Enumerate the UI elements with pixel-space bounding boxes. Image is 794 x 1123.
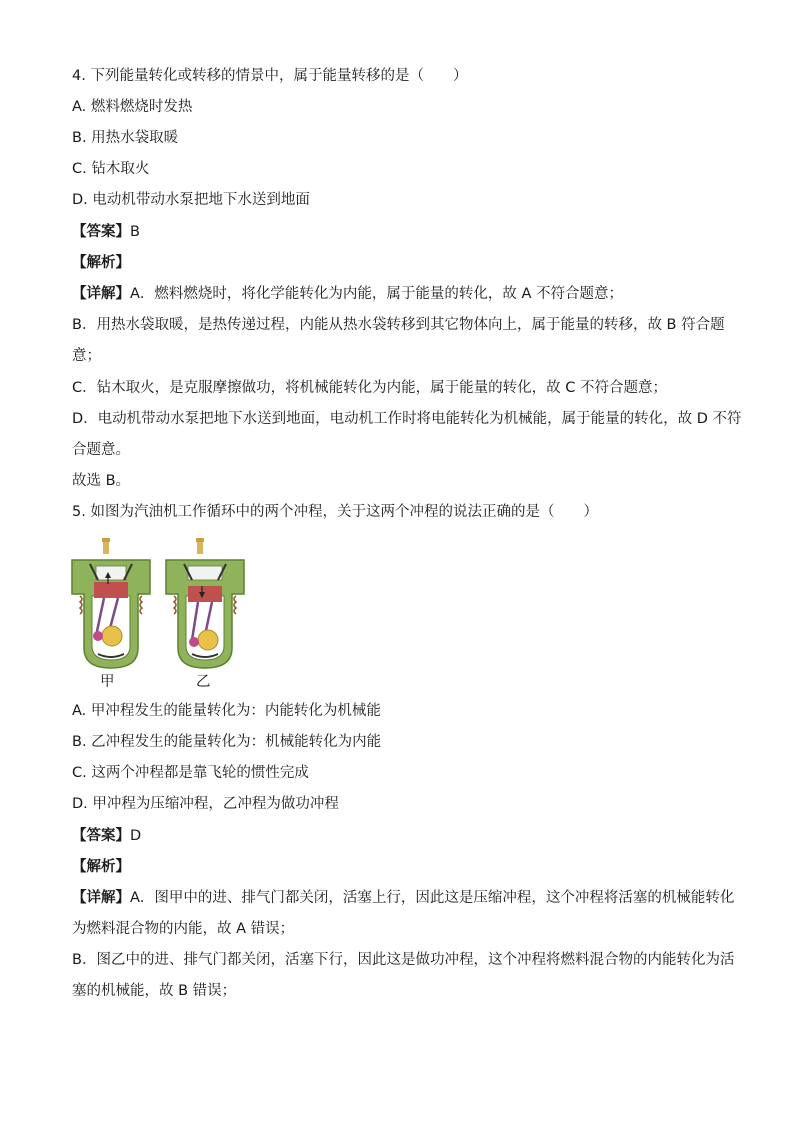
q4-detail-a-text: A．燃料燃烧时，将化学能转化为内能，属于能量的转化，故 A 不符合题意； <box>130 286 624 302</box>
q5-detail-a-2: 为燃料混合物的内能，故 A 错误； <box>72 921 295 937</box>
q5-detail-b-2: 塞的机械能，故 B 错误； <box>72 983 237 999</box>
q5-option-b: B. 乙冲程发生的能量转化为：机械能转化为内能 <box>72 734 382 750</box>
q4-answer-label: 【答案】 <box>72 224 130 240</box>
q5-detail-b-1: B．图乙中的进、排气门都关闭，活塞下行，因此这是做功冲程，这个冲程将燃料混合物的内能转化为活 <box>72 952 735 968</box>
q4-detail-b-1: B．用热水袋取暖，是热传递过程，内能从热水袋转移到其它物体向上，属于能量的转移，故 B 符合题 <box>72 317 725 333</box>
q4-detail-c: C．钻木取火，是克服摩擦做功，将机械能转化为内能，属于能量的转化，故 C 不符合题意； <box>72 380 667 396</box>
q4-option-a: A. 燃料燃烧时发热 <box>72 99 193 115</box>
figure-label-yi: 乙 <box>196 674 211 690</box>
q5-detail-label: 【详解】 <box>72 890 130 906</box>
q4-detail-d-2: 合题意。 <box>72 442 130 458</box>
q5-detail-a-1-text: A．图甲中的进、排气门都关闭，活塞上行，因此这是压缩冲程，这个冲程将活塞的机械能转化 <box>130 890 735 906</box>
q4-option-c: C. 钻木取火 <box>72 161 150 177</box>
q4-option-d: D. 电动机带动水泵把地下水送到地面 <box>72 192 310 208</box>
engine-yi-diagram <box>162 536 248 686</box>
q5-answer <box>72 826 141 846</box>
q4-option-b: B. 用热水袋取暖 <box>72 130 179 146</box>
q4-conclusion: 故选 B。 <box>72 473 131 489</box>
q5-stem: 5. 如图为汽油机工作循环中的两个冲程，关于这两个冲程的说法正确的是（ ） <box>72 504 598 520</box>
q4-stem: 4. 下列能量转化或转移的情景中，属于能量转移的是（ ） <box>72 68 468 84</box>
q5-option-d: D. 甲冲程为压缩冲程，乙冲程为做功冲程 <box>72 796 339 812</box>
q4-detail-label: 【详解】 <box>72 286 130 302</box>
q5-answer-label: 【答案】 <box>72 828 130 844</box>
engine-strokes-figure <box>68 536 248 688</box>
q5-detail-a-1 <box>72 888 734 908</box>
q4-detail-d-1: D．电动机带动水泵把地下水送到地面，电动机工作时将电能转化为机械能，属于能量的转化，故 D 不符 <box>72 411 742 427</box>
q5-option-a: A. 甲冲程发生的能量转化为：内能转化为机械能 <box>72 703 381 719</box>
q4-answer <box>72 222 140 242</box>
q4-detail-a <box>72 284 623 304</box>
q4-answer-value: B <box>130 224 140 240</box>
q5-answer-value: D <box>130 828 142 844</box>
q4-detail-b-2: 意； <box>72 348 101 364</box>
q5-option-c: C. 这两个冲程都是靠飞轮的惯性完成 <box>72 765 309 781</box>
q5-analysis-label: 【解析】 <box>72 859 130 875</box>
engine-jia-diagram <box>68 536 154 686</box>
figure-label-jia: 甲 <box>100 674 115 690</box>
q4-analysis-label: 【解析】 <box>72 255 130 271</box>
